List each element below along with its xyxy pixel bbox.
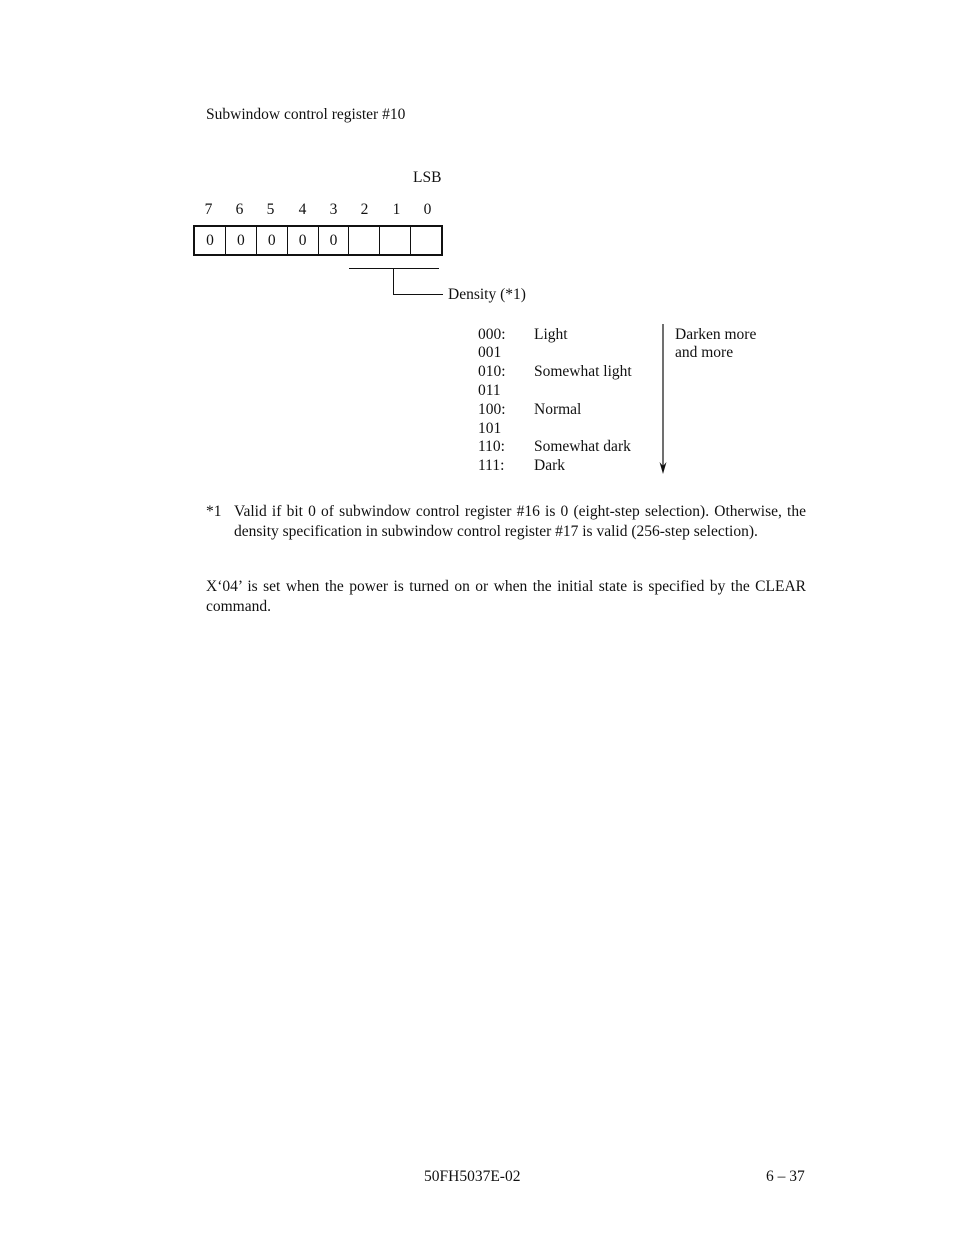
- field-connector-horizontal: [393, 294, 443, 295]
- bit-cell-0: [411, 227, 441, 254]
- bit-number: 7: [204, 201, 213, 218]
- bit-number: 0: [423, 201, 432, 218]
- density-field-label: Density (*1): [448, 286, 526, 303]
- bit-number: 3: [329, 201, 338, 218]
- bit-number: 4: [298, 201, 307, 218]
- density-code: 100:: [478, 401, 506, 418]
- bit-cell-6: 0: [226, 227, 257, 254]
- field-bracket-line: [349, 268, 439, 269]
- density-code: 001: [478, 344, 502, 361]
- bit-number: 5: [266, 201, 275, 218]
- bit-cell-4: 0: [288, 227, 319, 254]
- footnote-mark: *1: [206, 503, 222, 520]
- bit-cell-7: 0: [195, 227, 226, 254]
- density-code: 000:: [478, 326, 506, 343]
- bit-cell-1: [380, 227, 411, 254]
- density-code: 101: [478, 420, 502, 437]
- bit-cell-5: 0: [257, 227, 288, 254]
- bit-number: 1: [392, 201, 401, 218]
- arrow-label-line1: Darken more: [675, 326, 757, 343]
- density-code: 111:: [478, 457, 505, 474]
- field-connector-vertical: [393, 268, 394, 295]
- density-desc: Light: [534, 326, 568, 343]
- footnote: [206, 502, 806, 541]
- bit-cell-3: 0: [319, 227, 350, 254]
- bit-number: 6: [235, 201, 244, 218]
- density-desc: Normal: [534, 401, 582, 418]
- density-code: 011: [478, 382, 501, 399]
- bit-cell-2: [349, 227, 380, 254]
- document-number: 50FH5037E-02: [424, 1168, 521, 1185]
- density-code: 010:: [478, 363, 506, 380]
- density-desc: Dark: [534, 457, 565, 474]
- arrow-label-line2: and more: [675, 344, 734, 361]
- density-desc: Somewhat light: [534, 363, 632, 380]
- density-code: 110:: [478, 438, 505, 455]
- darken-arrow-icon: [655, 324, 671, 476]
- section-title: Subwindow control register #10: [206, 106, 406, 123]
- page-number: 6 – 37: [766, 1168, 805, 1185]
- lsb-label: LSB: [413, 169, 442, 186]
- bit-number: 2: [360, 201, 369, 218]
- density-desc: Somewhat dark: [534, 438, 631, 455]
- initial-value-note: X‘04’ is set when the power is turned on or when the initial state is specified by the CLEAR command.: [206, 578, 806, 615]
- register-bit-box: [193, 225, 443, 256]
- footnote-text: Valid if bit 0 of subwindow control register #16 is 0 (eight-step selection). Otherwise, the density specification in subwindow control register #17 is valid (256-step selection).: [234, 503, 806, 540]
